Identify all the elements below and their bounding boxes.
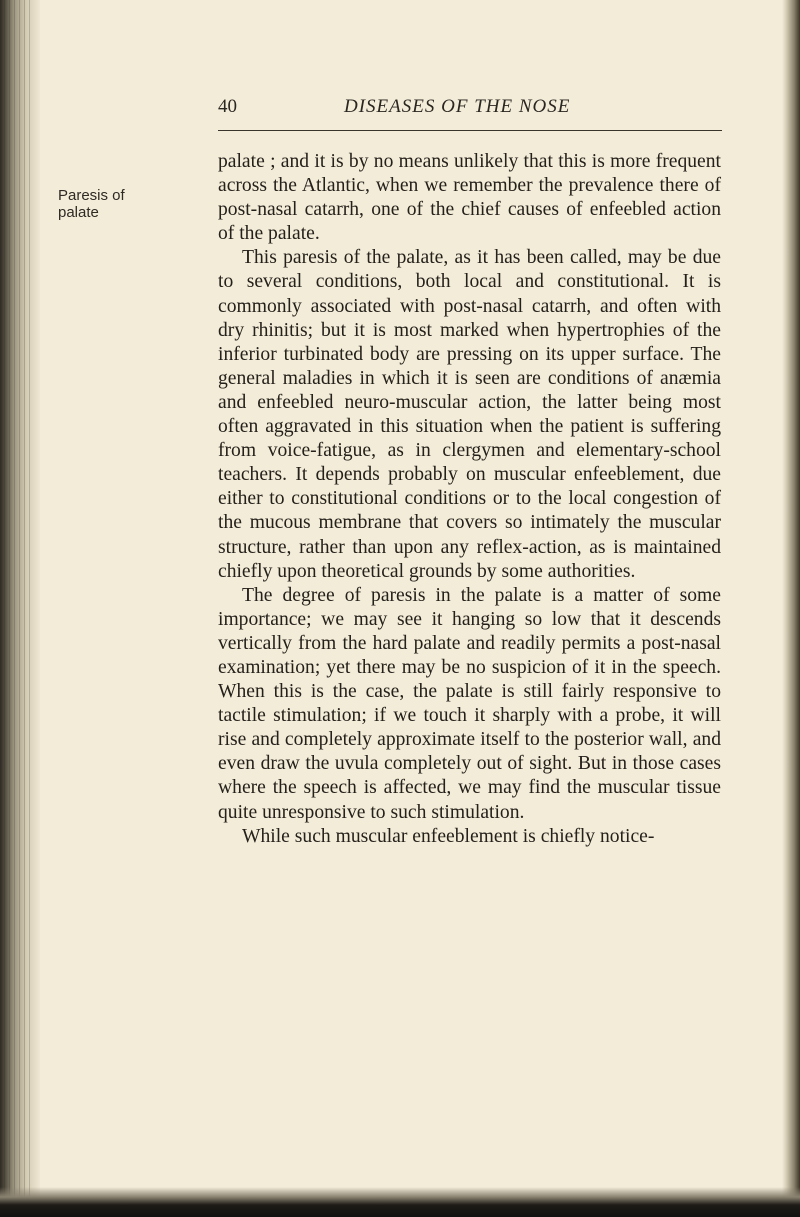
page-number: 40: [218, 96, 237, 117]
margin-note: [58, 187, 138, 221]
header-rule: [218, 130, 722, 131]
gutter-texture: [4, 0, 34, 1217]
paragraph-1: palate ; and it is by no means unlikely that this is more frequent across the Atlantic, when we remember the prevalence there of post-nasal catarrh, one of the chief causes of enfeebled action of the palate.: [218, 151, 721, 245]
running-head: DISEASES OF THE NOSE: [344, 96, 571, 117]
paragraph-3: The degree of paresis in the palate is a matter of some importance; we may see it hanging so low that it descends vertically from the hard palate and readily permits a post-nasal examination; yet there may be no suspicion of it in the speech. When this is the case, the palate is still fairly responsive to tactile stimulation; if we touch it sharply with a probe, it will rise and completely approximate itself to the posterior wall, and even draw the uvula completely out of sight. But in those cases where the speech is affected, we may find the muscular tissue quite unresponsive to such stimulation.: [218, 584, 721, 823]
margin-note-line-1: Paresis of: [58, 187, 125, 204]
body-text: [218, 150, 721, 849]
paragraph-2: This paresis of the palate, as it has been called, may be due to several conditions, both local and constitutional. It is commonly associated with post-nasal catarrh, and often with dry rhinitis; but it is most marked when hypertrophies of the inferior turbinated body are pressing on its upper surface. The general maladies in which it is seen are conditions of anæmia and enfeebled neuro-muscular action, the latter being most often aggravated in this situation when the patient is suffering from voice-fatigue, as in clergymen and elementary-school teachers. It depends probably on muscular enfeeblement, due either to constitutional conditions or to the local congestion of the mucous membrane that covers so intimately the muscular structure, rather than upon any reflex-action, as is maintained chiefly upon theoretical grounds by some authorities.: [218, 247, 721, 582]
bottom-page-edge: [0, 1187, 800, 1217]
right-page-edge: [782, 0, 800, 1217]
page-header: [218, 96, 722, 120]
margin-note-line-2: palate: [58, 204, 99, 221]
paragraph-4: While such muscular enfeeblement is chiefly notice-: [242, 825, 655, 847]
